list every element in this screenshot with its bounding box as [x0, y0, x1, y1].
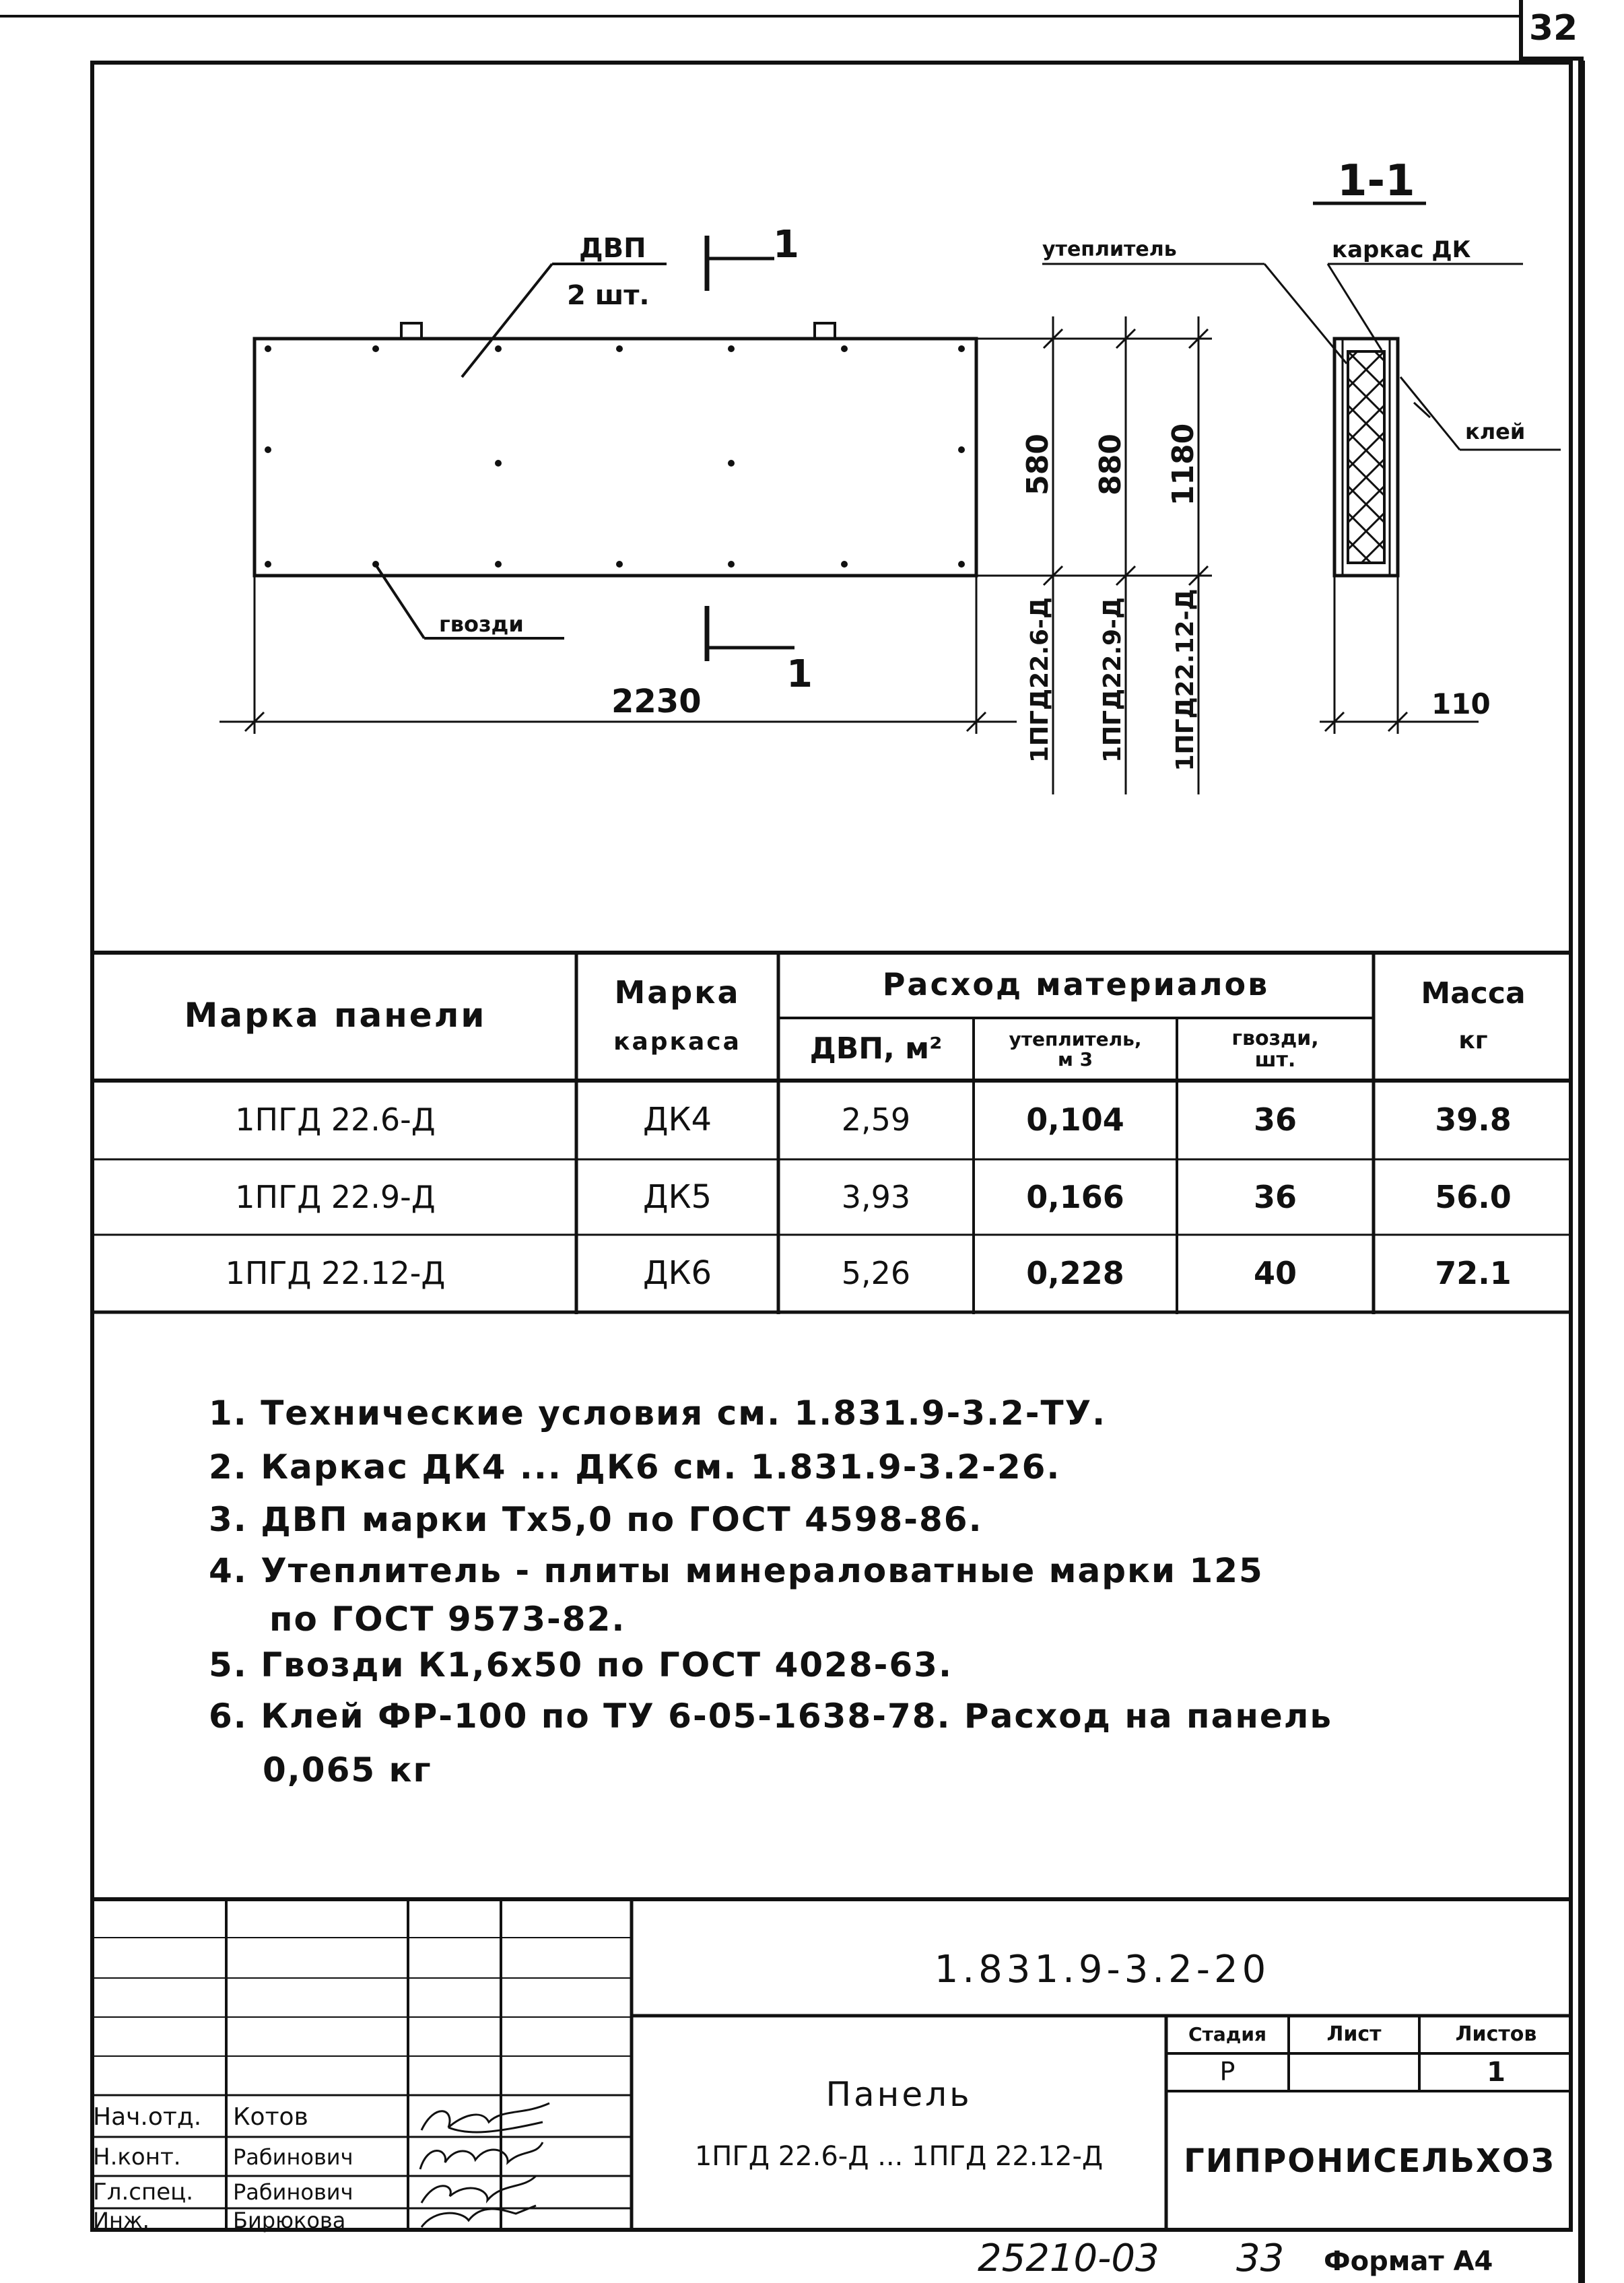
table-row-panel: 1ПГД 22.12-Д	[225, 1255, 446, 1292]
dvp-leader	[462, 264, 552, 377]
signer-role: Н.конт.	[93, 2144, 181, 2171]
header-mass-line2: кг	[1458, 1026, 1488, 1054]
materials-table	[94, 951, 1573, 1314]
height-dim-580: 580	[1021, 434, 1055, 496]
header-materials: Расход материалов	[882, 965, 1270, 1002]
table-row-panel: 1ПГД 22.9-Д	[235, 1178, 436, 1215]
panel-mark-vertical-2: 1ПГД22.9-Д	[1099, 597, 1126, 763]
table-row-mass: 39.8	[1435, 1101, 1512, 1138]
drawing-title-line2: 1ПГД 22.6-Д ... 1ПГД 22.12-Д	[694, 2140, 1104, 2172]
table-row-frame: ДК4	[642, 1101, 712, 1139]
doc-code: 1.831.9-3.2-20	[934, 1947, 1271, 1991]
note-5: 5. Гвозди К1,6х50 по ГОСТ 4028-63.	[209, 1645, 953, 1684]
section-title: 1-1	[1337, 156, 1415, 206]
sheets-label: Листов	[1455, 2022, 1537, 2047]
note-6: 6. Клей ФР-100 по ТУ 6-05-1638-78. Расход на панель	[209, 1697, 1333, 1736]
nails-leader	[377, 567, 424, 638]
header-mass	[1374, 951, 1573, 1081]
note-2: 2. Каркас ДК4 ... ДК6 см. 1.831.9-3.2-26.	[209, 1447, 1061, 1487]
table-row-frame: ДК5	[642, 1178, 712, 1216]
dvp-qty-label: 2 шт.	[567, 280, 650, 311]
nails-label: гвозди	[439, 611, 524, 637]
inventory-number: 25210-03	[978, 2237, 1159, 2280]
header-frame-mark-line1: Марка	[614, 974, 741, 1011]
header-mass-line1: Масса	[1421, 976, 1526, 1011]
height-dim-880: 880	[1093, 434, 1128, 496]
table-row-nails: 36	[1253, 1101, 1297, 1138]
note-4-cont: по ГОСТ 9573-82.	[269, 1600, 626, 1639]
sheet-label: Лист	[1326, 2022, 1382, 2047]
table-row-insulation: 0,104	[1026, 1101, 1124, 1138]
organization: ГИПРОНИСЕЛЬХОЗ	[1184, 2142, 1555, 2181]
frame-label: каркас ДК	[1332, 236, 1471, 263]
section-1-1	[1334, 339, 1398, 576]
signature-mark	[421, 2206, 536, 2227]
header-insulation	[974, 1018, 1177, 1081]
page-number: 32	[1519, 0, 1584, 61]
signer-name: Котов	[233, 2103, 308, 2131]
lifting-loop	[401, 323, 421, 339]
signatures	[408, 2095, 630, 2232]
signature-mark	[420, 2142, 543, 2169]
table-row-nails: 40	[1253, 1255, 1297, 1292]
table-row-dvp: 5,26	[841, 1255, 911, 1292]
header-insulation-line1: утеплитель,	[1009, 1028, 1142, 1051]
table-row-mass: 72.1	[1435, 1255, 1512, 1292]
panel-elevation	[255, 339, 976, 576]
note-1: 1. Технические условия см. 1.831.9-3.2-ТУ.	[209, 1394, 1107, 1433]
nail-dots	[265, 345, 965, 568]
table-row-nails: 36	[1253, 1178, 1297, 1215]
note-3: 3. ДВП марки Тх5,0 по ГОСТ 4598-86.	[209, 1500, 983, 1539]
signer-name: Рабинович	[233, 2144, 353, 2170]
format-label: Формат А4	[1324, 2246, 1493, 2277]
signature-mark	[421, 2176, 536, 2203]
signer-name: Рабинович	[233, 2179, 353, 2205]
panel-drawing	[94, 65, 1573, 947]
table-row-insulation: 0,228	[1026, 1255, 1124, 1292]
page-ref: 33	[1236, 2237, 1285, 2280]
header-frame-mark-line2: каркаса	[613, 1027, 741, 1056]
header-nails-line2: шт.	[1254, 1048, 1296, 1072]
panel-mark-vertical-1: 1ПГД22.6-Д	[1026, 597, 1054, 763]
table-row-dvp: 2,59	[841, 1101, 911, 1138]
section-mark-bottom: 1	[786, 652, 813, 696]
note-6-cont: 0,065 кг	[263, 1750, 432, 1790]
header-frame-mark	[576, 951, 778, 1081]
thickness-dimension: 110	[1431, 687, 1491, 720]
insulation-label: утеплитель	[1042, 238, 1177, 261]
stage-label: Стадия	[1188, 2023, 1266, 2046]
signer-role: Инж.	[93, 2207, 149, 2233]
panel-mark-vertical-3: 1ПГД22.12-Д	[1172, 588, 1199, 772]
drawing-title-line1: Панель	[825, 2075, 972, 2115]
header-nails	[1177, 1018, 1374, 1081]
signer-role: Нач.отд.	[93, 2103, 202, 2131]
sheets-value: 1	[1487, 2057, 1505, 2088]
width-dimension: 2230	[611, 683, 702, 720]
title-block	[90, 1897, 1573, 2232]
header-insulation-line2: м 3	[1057, 1048, 1093, 1070]
signer-role: Гл.спец.	[93, 2179, 194, 2206]
table-row-insulation: 0,166	[1026, 1178, 1124, 1215]
dvp-label: ДВП	[579, 233, 646, 264]
glue-label: клей	[1465, 419, 1526, 444]
signature-mark	[421, 2103, 549, 2132]
table-row-frame: ДК6	[642, 1254, 712, 1293]
sheet-value	[1289, 2053, 1419, 2091]
right-edge-bar	[1578, 61, 1585, 2283]
note-4: 4. Утеплитель - плиты минераловатные марки 125	[209, 1551, 1264, 1590]
top-rule	[0, 15, 1519, 18]
drawing-title	[632, 2016, 1166, 2232]
table-row-mass: 56.0	[1435, 1178, 1512, 1215]
table-row-panel: 1ПГД 22.6-Д	[235, 1101, 436, 1138]
header-nails-line1: гвозди,	[1231, 1027, 1319, 1050]
signer-name: Бирюкова	[233, 2207, 346, 2233]
table-row-dvp: 3,93	[841, 1178, 911, 1215]
header-dvp: ДВП, м²	[809, 1031, 943, 1066]
header-panel-mark: Марка панели	[184, 996, 487, 1035]
stage-value: Р	[1219, 2057, 1236, 2087]
section-mark-top: 1	[773, 223, 799, 267]
height-dim-1180: 1180	[1166, 423, 1200, 506]
lifting-loop	[815, 323, 835, 339]
